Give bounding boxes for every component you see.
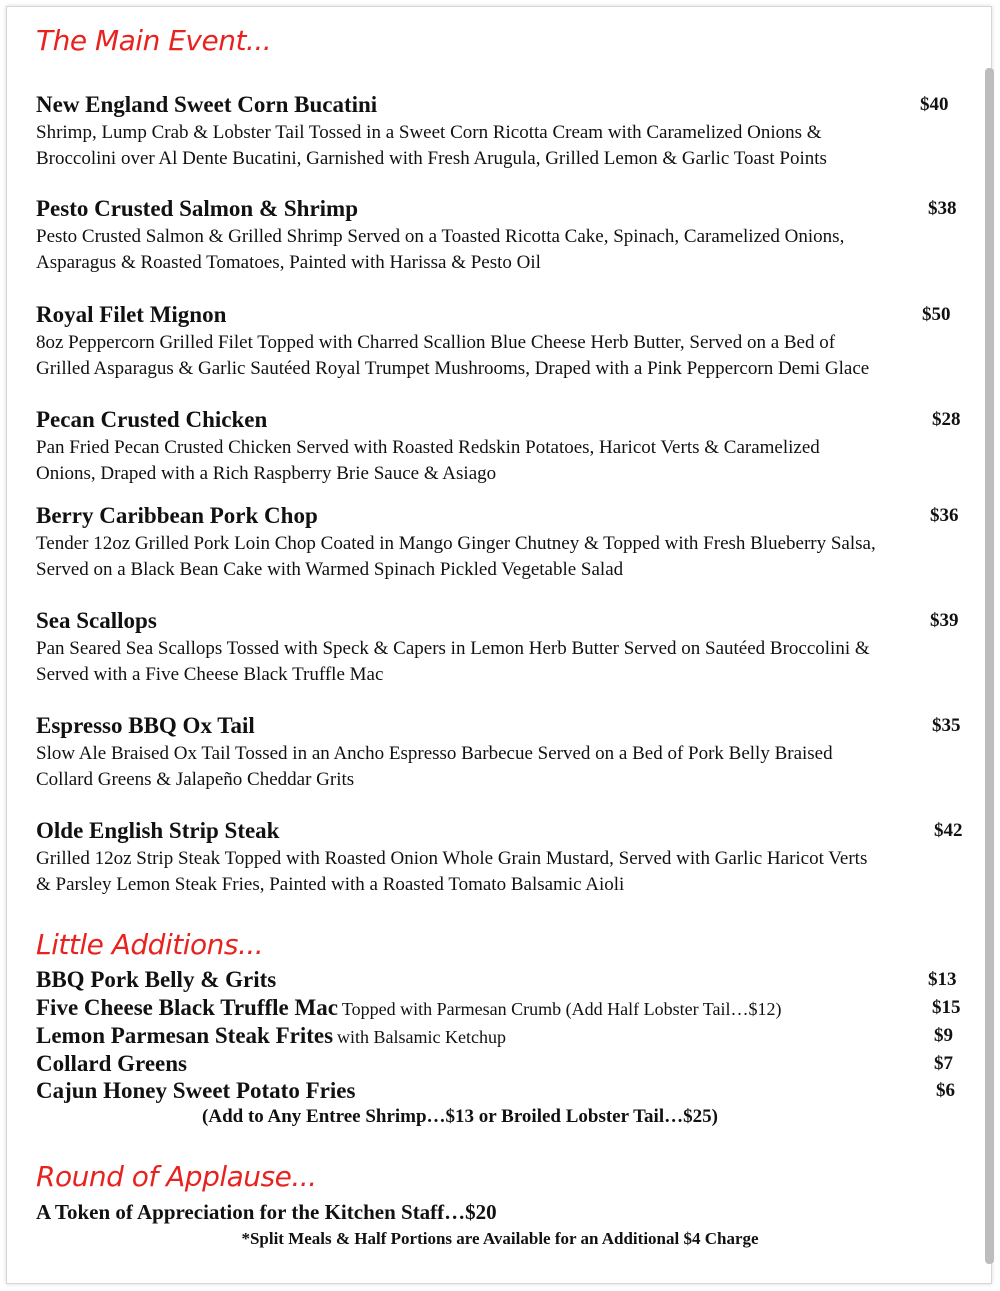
- item-description: Served with a Five Cheese Black Truffle Mac: [36, 663, 384, 685]
- item-description: Pesto Crusted Salmon & Grilled Shrimp Served on a Toasted Ricotta Cake, Spinach, Caramelized Onions,: [36, 226, 845, 247]
- addition-note: with Balsamic Ketchup: [337, 1027, 507, 1047]
- item-description: Asparagus & Roasted Tomatoes, Painted with Harissa & Pesto Oil: [36, 251, 541, 273]
- item-description: Broccolini over Al Dente Bucatini, Garnished with Fresh Arugula, Grilled Lemon & Garlic Toast Points: [36, 147, 827, 169]
- item-name: New England Sweet Corn Bucatini: [36, 92, 378, 117]
- item-price: $36: [930, 505, 959, 526]
- addition-price: $15: [932, 997, 961, 1018]
- addition-item: [36, 1023, 966, 1051]
- menu-item: [36, 713, 966, 792]
- item-description: Onions, Draped with a Rich Raspberry Brie Sauce & Asiago: [36, 462, 497, 484]
- split-meals-footnote: *Split Meals & Half Portions are Available for an Additional $4 Charge: [241, 1229, 759, 1248]
- item-description: Collard Greens & Jalapeño Cheddar Grits: [36, 768, 355, 790]
- item-price: $39: [930, 610, 959, 631]
- item-name: Olde English Strip Steak: [36, 818, 280, 843]
- menu-item: [36, 818, 966, 897]
- item-price: $38: [928, 198, 957, 219]
- item-name: Espresso BBQ Ox Tail: [36, 713, 255, 738]
- item-price: $28: [932, 409, 961, 430]
- item-price: $42: [934, 820, 963, 841]
- addon-note: (Add to Any Entree Shrimp…$13 or Broiled Lobster Tail…$25): [202, 1106, 718, 1127]
- kitchen-token: A Token of Appreciation for the Kitchen Staff…$20: [36, 1200, 497, 1224]
- vertical-scrollbar[interactable]: [985, 68, 994, 1264]
- addition-item: [36, 1051, 966, 1079]
- addition-name: Cajun Honey Sweet Potato Fries: [36, 1078, 356, 1103]
- addition-name: Collard Greens: [36, 1051, 187, 1076]
- addition-price: $7: [934, 1053, 953, 1074]
- item-price: $40: [920, 94, 949, 115]
- item-name: Berry Caribbean Pork Chop: [36, 503, 318, 528]
- menu-item: [36, 302, 966, 381]
- addition-item: [36, 967, 966, 995]
- item-description: Pan Fried Pecan Crusted Chicken Served with Roasted Redskin Potatoes, Haricot Verts & Caramelized: [36, 437, 820, 458]
- item-name: Pecan Crusted Chicken: [36, 407, 268, 432]
- addition-item: [36, 1078, 966, 1106]
- item-description: Grilled Asparagus & Garlic Sautéed Royal Trumpet Mushrooms, Draped with a Pink Peppercorn Demi Glace: [36, 357, 870, 379]
- menu-item: [36, 92, 966, 171]
- item-description: Tender 12oz Grilled Pork Loin Chop Coated in Mango Ginger Chutney & Topped with Fresh Blueberry Salsa,: [36, 533, 876, 554]
- addition-price: $9: [934, 1025, 953, 1046]
- addition-name: BBQ Pork Belly & Grits: [36, 967, 277, 992]
- item-description: Grilled 12oz Strip Steak Topped with Roasted Onion Whole Grain Mustard, Served with Garlic Haricot Verts: [36, 848, 868, 869]
- item-description: Shrimp, Lump Crab & Lobster Tail Tossed in a Sweet Corn Ricotta Cream with Caramelized Onions &: [36, 122, 822, 143]
- item-price: $50: [922, 304, 951, 325]
- addition-price: $13: [928, 969, 957, 990]
- round-of-applause-title: Round of Applause...: [36, 1160, 317, 1193]
- menu-item: [36, 196, 966, 275]
- item-name: Sea Scallops: [36, 608, 157, 633]
- item-name: Pesto Crusted Salmon & Shrimp: [36, 196, 359, 221]
- item-name: Royal Filet Mignon: [36, 302, 227, 327]
- item-description: & Parsley Lemon Steak Fries, Painted with a Roasted Tomato Balsamic Aioli: [36, 873, 625, 895]
- item-description: Served on a Black Bean Cake with Warmed Spinach Pickled Vegetable Salad: [36, 558, 624, 580]
- addition-name: Lemon Parmesan Steak Frites: [36, 1023, 334, 1048]
- main-event-title: The Main Event...: [36, 24, 272, 57]
- item-description: Pan Seared Sea Scallops Tossed with Speck & Capers in Lemon Herb Butter Served on Sautéed Broccolini &: [36, 638, 870, 659]
- item-description: Slow Ale Braised Ox Tail Tossed in an Ancho Espresso Barbecue Served on a Bed of Pork Belly Braised: [36, 743, 833, 764]
- little-additions-title: Little Additions...: [36, 928, 264, 961]
- addition-price: $6: [936, 1080, 955, 1101]
- menu-item: [36, 503, 966, 582]
- item-price: $35: [932, 715, 961, 736]
- addition-name: Five Cheese Black Truffle Mac: [36, 995, 338, 1020]
- addition-item: [36, 995, 966, 1023]
- item-description: 8oz Peppercorn Grilled Filet Topped with Charred Scallion Blue Cheese Herb Butter, Served on a Bed of: [36, 332, 836, 353]
- addition-note: Topped with Parmesan Crumb (Add Half Lobster Tail…$12): [341, 999, 782, 1019]
- menu-item: [36, 407, 966, 486]
- menu-item: [36, 608, 966, 687]
